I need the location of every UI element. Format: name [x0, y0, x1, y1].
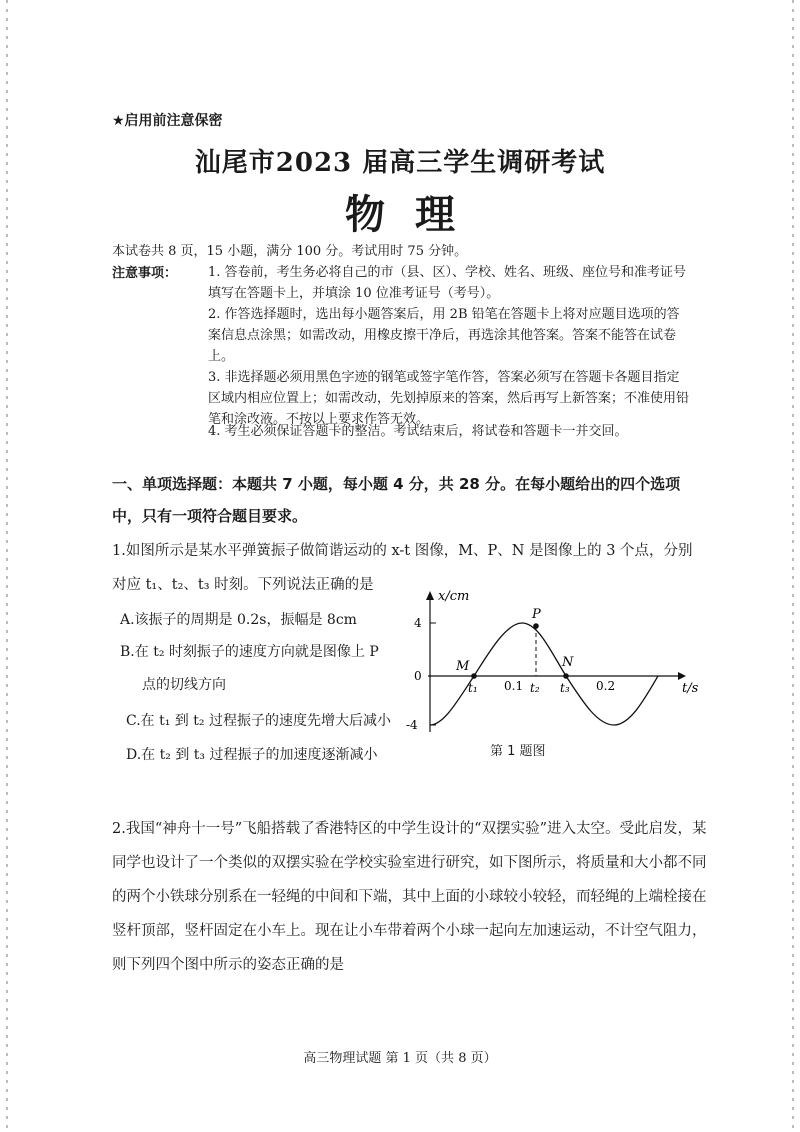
- question-1-stem: 1.如图所示是某水平弹簧振子做简谐运动的 x-t 图像，M、P、N 是图像上的 3 个点，分别对应 t₁、t₂、t₃ 时刻。下列说法正确的是: [112, 543, 693, 593]
- label-n: N: [562, 655, 574, 670]
- subject-title: 物理: [345, 191, 485, 238]
- question-1-option-c: C.在 t₁ 到 t₂ 过程振子的速度先增大后减小: [126, 713, 391, 729]
- y-tick-neg4: -4: [406, 718, 418, 732]
- point-p: [533, 623, 539, 629]
- t3-mark: t₃: [560, 681, 570, 695]
- confidential-notice: ★启用前注意保密: [112, 113, 223, 129]
- x-axis-label: x/cm: [438, 589, 470, 604]
- notes-label: 注意事项：: [112, 266, 178, 281]
- figure-1-caption: 第 1 题图: [490, 744, 546, 759]
- section-heading: 一、单项选择题：本题共 7 小题，每小题 4 分，共 28 分。在每小题给出的四个选项中，只有一项符合题目要求。: [112, 475, 681, 525]
- y-tick-4: 4: [414, 616, 422, 630]
- label-p: P: [532, 607, 541, 622]
- xt-graph: [400, 582, 710, 742]
- t-axis-label: t/s: [682, 681, 699, 696]
- exam-title: 汕尾市2023 届高三学生调研考试: [194, 148, 606, 178]
- question-1-option-d: D.在 t₂ 到 t₃ 过程振子的加速度逐渐减小: [126, 747, 378, 763]
- question-1-option-a: A.该振子的周期是 0.2s，振幅是 8cm: [120, 612, 357, 628]
- point-m: [471, 673, 477, 679]
- x-tick-01: 0.1: [504, 679, 524, 693]
- note-item-3: 3. 非选择题必须用黑色字迹的钢笔或签字笔作答，答案必须写在答题卡各题目指定区域内相应位置上；如需改动，先划掉原来的答案，然后再写上新答案；不准使用铅笔和涂改液。不按以上要求作答无效。: [208, 370, 690, 427]
- note-item-4: 4. 考生必须保证答题卡的整洁。考试结束后，将试卷和答题卡一并交回。: [208, 424, 628, 439]
- t2-mark: t₂: [530, 681, 540, 695]
- question-1-option-b-cont: 点的切线方向: [142, 677, 226, 693]
- note-item-2: 2. 作答选择题时，选出每小题答案后，用 2B 铅笔在答题卡上将对应题目选项的答案信息点涂黑；如需改动，用橡皮擦干净后，再选涂其他答案。答案不能答在试卷上。: [208, 307, 680, 364]
- x-axis-arrow: [426, 591, 434, 600]
- note-item-1: 1. 答卷前，考生务必将自己的市（县、区）、学校、姓名、班级、座位号和准考证号填写在答题卡上，并填涂 10 位准考证号（考号）。: [208, 265, 687, 301]
- label-m: M: [456, 659, 470, 674]
- x-tick-02: 0.2: [596, 679, 616, 693]
- t-axis-arrow: [678, 672, 686, 680]
- point-n: [563, 673, 569, 679]
- sine-curve: [430, 623, 658, 725]
- page-footer: 高三物理试题 第 1 页（共 8 页）: [303, 1051, 497, 1066]
- question-1-option-b: B.在 t₂ 时刻振子的速度方向就是图像上 P: [120, 644, 379, 660]
- exam-intro: 本试卷共 8 页，15 小题，满分 100 分。考试用时 75 分钟。: [112, 244, 468, 259]
- t1-mark: t₁: [468, 681, 478, 695]
- question-2-stem: 2.我国“神舟十一号”飞船搭载了香港特区的中学生设计的“双摆实验”进入太空。受此启发，某同学也设计了一个类似的双摆实验在学校实验室进行研究，如下图所示，将质量和大小都不同的两个小铁球分别系在一轻绳的中间和下端，其中上面的小球较小较轻，而轻绳的上端栓接在竖杆顶部，竖杆固定在小车上。现在让小车带着两个小球一起向左加速运动，不计空气阻力，则下列四个图中所示的姿态正确的是: [112, 821, 707, 973]
- y-tick-0: 0: [414, 669, 422, 683]
